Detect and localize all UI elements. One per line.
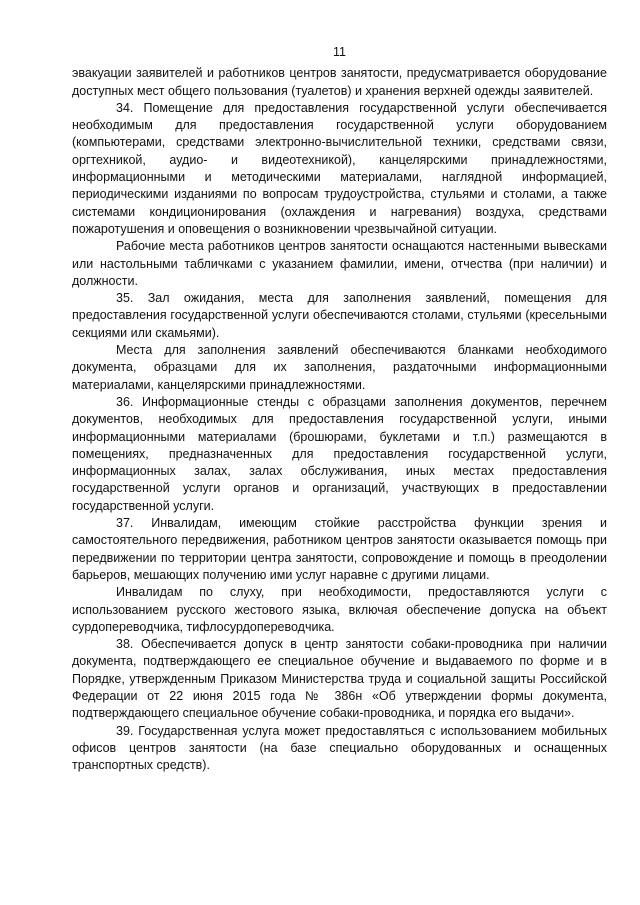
paragraph: эвакуации заявителей и работников центров занятости, предусматривается оборудование доступных мест общего пользования (туалетов) и хранения верхней одежды заявителей. [72,66,607,98]
paragraph: 39. Государственная услуга может предоставляться с использованием мобильных офисов центров занятости (на базе специально оборудованных и оснащенных транспортных средств). [72,723,607,773]
paragraph: Инвалидам по слуху, при необходимости, предоставляются услуги с использованием русского жестового языка, включая обеспечение допуска на объект сурдопереводчика, тифлосурдопереводчика. [72,585,607,634]
paragraph: 35. Зал ожидания, места для заполнения заявлений, помещения для предоставления государственной услуги обеспечиваются столами, стульями (кресельными секциями или скамьями). [72,291,607,340]
paragraph: Рабочие места работников центров занятости оснащаются настенными вывесками или настольными табличками с указанием фамилии, имени, отчества (при наличии) и должности. [72,239,607,288]
document-body [72,65,607,774]
page-number: 11 [333,45,346,59]
paragraph: Места для заполнения заявлений обеспечиваются бланками необходимого документа, образцами для их заполнения, раздаточными информационными материалами, канцелярскими принадлежностями. [72,343,607,392]
paragraph: 34. Помещение для предоставления государственной услуги обеспечивается необходимым для предоставления государственной услуги оборудованием (компьютерами, средствами электронно-вычислительной техники, средствами связи, оргтехникой, аудио- и видеотехникой), канцелярскими принадлежностями, информационными и методическими материалами, наглядной информацией, периодическими изданиями по вопросам трудоустройства, стульями и столами, а также системами кондиционирования (охлаждения и нагревания) воздуха, средствами пожаротушения и оповещения о возникновении чрезвычайной ситуации. [72,100,607,236]
document-page [72,44,607,774]
paragraph: 36. Информационные стенды с образцами заполнения документов, перечнем документов, необходимых для предоставления государственной услуги, иными информационными материалами (брошюрами, буклетами и т.п.) размещаются в помещениях, предназначенных для предоставления государственной услуги, информационных залах, залах обслуживания, иных местах предоставления государственной услуги органов и организаций, участвующих в предоставлении государственной услуги. [72,394,607,513]
paragraph: 37. Инвалидам, имеющим стойкие расстройства функции зрения и самостоятельного передвижения, работником центров занятости оказывается помощь при передвижении по территории центра занятости, сопровождение и помощь в преодолении барьеров, мешающих получению ими услуг наравне с другими лицами. [72,516,607,582]
paragraph: 38. Обеспечивается допуск в центр занятости собаки-проводника при наличии документа, подтверждающего ее специальное обучение и выдаваемого по форме и в Порядке, утвержденным Приказом Министерства труда и социальной защиты Российской Федерации от 22 июня 2015 года № 386н «Об утверждении формы документа, подтверждающего специальное обучение собаки-проводника, и порядка его выдачи». [72,637,607,721]
